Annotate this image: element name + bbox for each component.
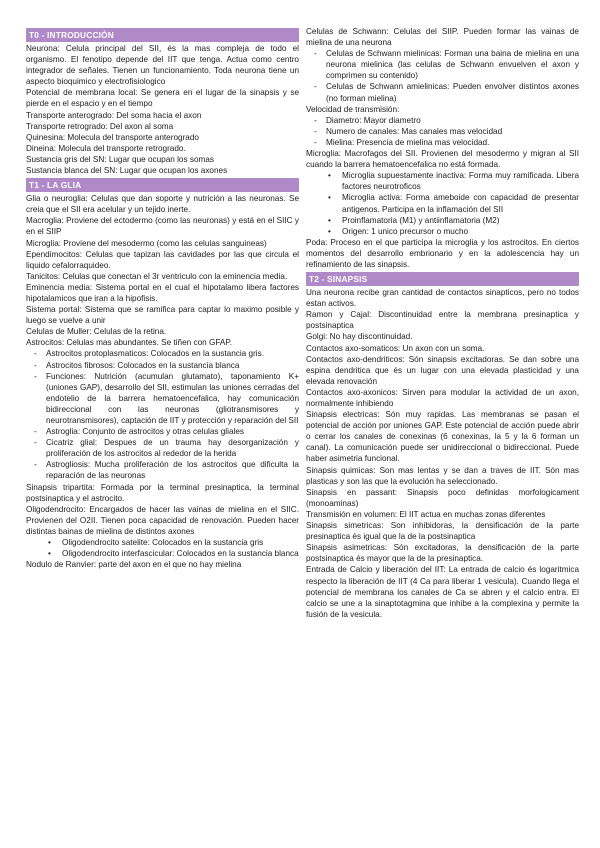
paragraph: Astrocitos: Celulas mas abundantes. Se tiñen con GFAP. — [26, 338, 233, 348]
paragraph: Entrada de Calcio y liberación del IIT: La entrada de calcio és logaritmica respecto la liberación de IIT (4 Ca para liberar 1 vesicula). Cuando llega el potencial de membrana los canales de Ca se abren y el calcio entra. El calcio se une a la sinaptotagmina que inhibe a la complexina y permite la fusión de la vesicula. — [306, 565, 579, 619]
paragraph: Dineina: Molecula del transporte retrogrado. — [26, 143, 186, 153]
paragraph: Tanicitos: Celulas que conectan el 3r ventriculo con la eminencia media. — [26, 271, 288, 281]
paragraph: Glia o neuroglia: Celulas que dan soporte y nutrición a las neuronas. Se creia que el SII era acelular y un tejido inerte. — [26, 194, 299, 215]
paragraph: Contactos axo-axonicos: Sirven para modular la actividad de un axon, normalmente inhibiendo — [306, 387, 579, 408]
paragraph: Macroglia: Proviene del ectodermo (como las neuronas) y está en el SIIC y en el SIIP — [26, 216, 299, 237]
right-column — [306, 26, 579, 620]
paragraph: Transmisión en volumen: El IIT actua en muchas zonas diferentes — [306, 509, 546, 519]
list-item: - Celulas de Schwann amielinicas: Pueden envolver distintos axones (no forman mielina) — [314, 81, 579, 103]
paragraph: Ramon y Cajal: Discontinuidad entre la membrana presinaptica y postsinaptica — [306, 310, 579, 331]
paragraph: Celulas de Schwann: Celulas del SIIP. Pueden formar las vainas de mielina de una neurona — [306, 27, 579, 48]
list-item: - Cicatriz glial: Despues de un trauma hay desorganización y proliferación de los astrocitos al rededor de la herida — [34, 437, 299, 459]
paragraph: Oligodendrocito: Encargados de hacer las vainas de mielina en el SIIC. Provienen del O2II. Tienen poca capacidad de renovación. Pueden hacer distintas bainas de mielina de distintos axones — [26, 504, 299, 536]
list-item: - Astrocitos protoplasmaticos: Colocados en la sustancia gris. — [34, 348, 299, 359]
paragraph: Transporte anterogrado: Del soma hacia el axon — [26, 110, 202, 120]
paragraph: Celulas de Muller: Celulas de la retina. — [26, 327, 167, 337]
paragraph: Sinapsis simetricas: Son inhibidoras, la densificación de la parte presinaptica és igual que la de la postsinaptica — [306, 521, 579, 542]
paragraph: Golgi: No hay discontinuidad. — [306, 332, 413, 342]
paragraph: Microglia: Macrofagos del SII. Provienen del mesodermo y migran al SII cuando la barrera hematoencefalica no está formada. — [306, 149, 579, 170]
list-item: • Oligodendrocito interfascicular: Colocados en la sustancia blanca — [34, 548, 299, 559]
paragraph: Transporte retrogrado: Del axon al soma — [26, 121, 174, 131]
list-item: - Numero de canales: Mas canales mas velocidad — [314, 126, 579, 137]
paragraph: Eminencia media: Sistema portal en el cual el hipotalamo libera factores hipotalamicos que iran a la hipofisis. — [26, 282, 299, 303]
list-item: - Diametro: Mayor diametro — [314, 115, 579, 126]
paragraph: Neurona: Celula principal del SII, és la mas compleja de todo el organismo. El fenotipo depende del IIT que tenga. Actua como centro integrador de señales. Tienen un funcionamiento. Toda neurona tiene un aspecto bioquimico y electrofisiologico — [26, 44, 299, 87]
paragraph: Una neurona recibe gran cantidad de contactos sinapticos, pero no todos estan activos. — [306, 288, 579, 309]
paragraph: Sinapsis tripartita: Formada por la terminal presinaptica, la terminal postsinaptica y el astrocito. — [26, 482, 299, 503]
paragraph: Sinapsis electricas: Són muy rapidas. Las membranas se pasan el potencial de acción por uniones GAP. Este potencial de acción puede abrir o cerrar los canales de conexinas (6 conexinas, la 5 y la 6 forman un canal). La comunicación puede ser unidireccional o bidireccional. Puede haber asimetria funcional. — [306, 410, 579, 464]
paragraph: Contactos axo-dendriticos: Són sinapsis excitadoras. Se dan sobre una espina dendritica que és un lugar con una elevada plasticidad y una elevada renovación — [306, 354, 579, 386]
paragraph: Ependimocitos: Celulas que tapizan las cavidades por las que circula el liquido cefalorraquideo. — [26, 249, 299, 270]
paragraph: Potencial de membrana local: Se genera en el lugar de la sinapsis y se pierde en el espacio y en el tiempo — [26, 88, 299, 109]
list-item: - Funciones: Nutrición (acumulan glutamato), taponamiento K+ (uniones GAP), desarrollo del SII, estimulan las uniones cerradas del endotelio de la barrera hematoencefalica, hay comunicación bidireccional con las neuronas (gliotransmisores y neurotransmisores), captación de IIT y protección y reparación del SII — [34, 371, 299, 426]
paragraph: Contactos axo-somaticos: Un axon con un soma. — [306, 343, 485, 353]
velocity-list — [314, 115, 579, 148]
paragraph: Quinesina: Molecula del transporte anterogrado — [26, 132, 199, 142]
paragraph: Poda: Proceso en el que participa la microglia y los astrocitos. En ciertos momentos del desarrollo embrionario y en la adolescencia hay un refinamiento de las sinapsis. — [306, 237, 579, 269]
microglia-list — [314, 170, 579, 237]
astrocyte-list — [34, 348, 299, 481]
list-item: - Astrogliosis: Mucha proliferación de los astrocitos que dificulta la reparación de las neuronas — [34, 459, 299, 481]
list-item: - Astrocitos fibrosos: Colocados en la sustancia blanca — [34, 360, 299, 371]
paragraph: Sustancia gris del SN: Lugar que ocupan los somas — [26, 154, 214, 164]
list-item: • Microglia activa: Forma ameboide con capacidad de presentar antigenos. Participa en la inflamación del SII — [314, 192, 579, 214]
list-item: • Oligodendrocito satelite: Colocados en la sustancia gris — [34, 537, 299, 548]
paragraph: Sustancia blanca del SN: Lugar que ocupan los axones — [26, 166, 228, 176]
list-item: - Astroglia: Conjunto de astrocitos y otras celulas gliales — [34, 426, 299, 437]
list-item: - Celulas de Schwann mielinicas: Forman una baina de mielina en una neurona mielinica (las celulas de Schwann envuelven el axon y comprimen su contenido) — [314, 48, 579, 81]
paragraph: Sistema portal: Sistema que se ramifica para captar lo maximo posible y luego se vuelve a unir — [26, 305, 299, 326]
paragraph: Velocidad de transmisión: — [306, 104, 400, 114]
schwann-list — [314, 48, 579, 103]
paragraph: Nodulo de Ranvier: parte del axon en el que no hay mielina — [26, 560, 242, 570]
paragraph: Sinapsis asimetricas: Són excitadoras, la densificación de la parte postsinaptica és mayor que la de la presinaptica. — [306, 543, 579, 564]
paragraph: Sinapsis quimicas: Son mas lentas y se dan a traves de IIT. Són mas plasticas y son las que la evolución ha seleccionado. — [306, 465, 579, 486]
list-item: • Origen: 1 unico precursor o mucho — [314, 226, 579, 237]
paragraph: Sinapsis en passant: Sinapsis poco definidas morfologicament (monoaminas) — [306, 487, 579, 508]
left-column — [26, 26, 299, 570]
section-heading-t1: T1 - LA GLIA — [26, 178, 299, 192]
paragraph: Microglia: Proviene del mesodermo (como las celulas sanguineas) — [26, 238, 267, 248]
section-heading-t2: T2 - SINAPSIS — [306, 272, 579, 286]
list-item: - Mielina: Presencia de mielina mas velocidad. — [314, 137, 579, 148]
oligodendrocyte-list — [34, 537, 299, 559]
section-heading-t0: T0 - INTRODUCCIÓN — [26, 28, 299, 42]
list-item: • Microglia supuestamente inactiva: Forma muy ramificada. Libera factores neurotroficos — [314, 170, 579, 192]
list-item: • Proinflamatoria (M1) y antiinflamatoria (M2) — [314, 215, 579, 226]
